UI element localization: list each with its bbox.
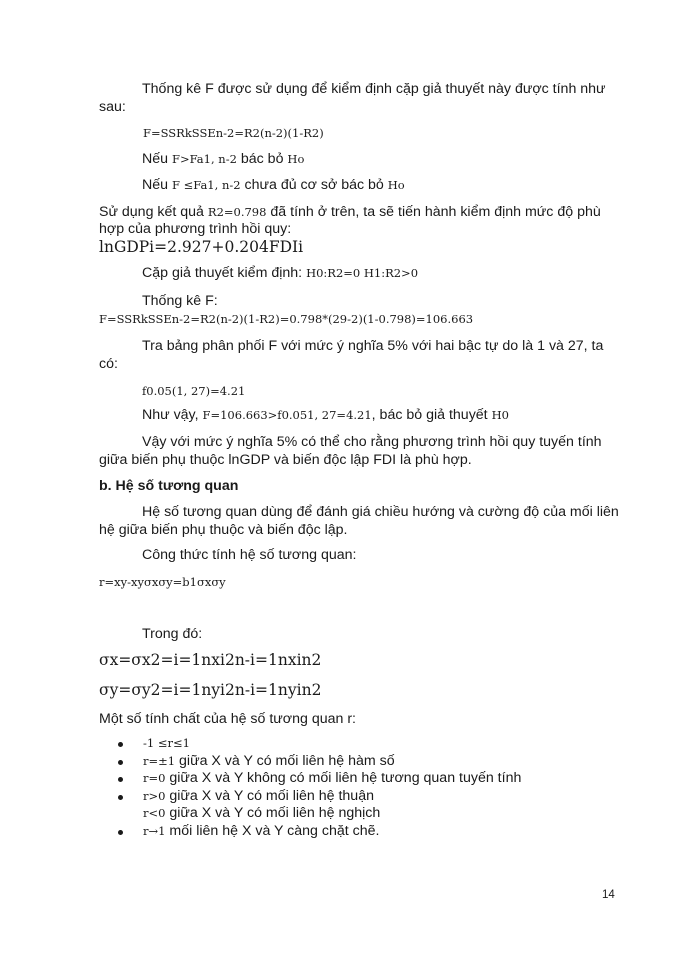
properties-intro: Một số tính chất của hệ số tương quan r: [99,711,356,727]
list-item: r<0 giữa X và Y có mối liên hệ nghịch [143,805,381,821]
reject-condition: Nếu F>Fa1, n-2 bác bỏ Ho [142,151,305,167]
correlation-intro-cont: hệ giữa biến phụ thuộc và biến độc lập. [99,522,348,538]
bullet-icon [118,830,123,835]
paragraph-f-stat-intro-cont: sau: [99,99,126,115]
f-stat-computation: F=SSRkSSEn-2=R2(n-2)(1-R2)=0.798*(29-2)(1-0.798)=106.663 [99,312,474,326]
f-critical-value: f0.05(1, 27)=4.21 [142,384,246,398]
sigma-x-formula: σx=σx2=i=1nxi2n-i=1nxin2 [99,651,322,669]
accept-condition: Nếu F ≤Fa1, n-2 chưa đủ cơ sở bác bỏ Ho [142,177,405,193]
paragraph-use-r2-cont: hợp của phương trình hồi quy: [99,221,292,237]
bullet-icon [118,777,123,782]
paragraph-f-table-cont: có: [99,356,118,372]
regression-equation: lnGDPi=2.927+0.204FDIi [99,238,304,256]
sigma-y-formula: σy=σy2=i=1nyi2n-i=1nyin2 [99,681,322,699]
where-label: Trong đó: [142,626,203,642]
bullet-icon [118,742,123,747]
section-heading: b. Hệ số tương quan [99,478,239,494]
f-stat-label: Thống kê F: [142,293,218,309]
list-item: -1 ≤r≤1 [114,735,521,753]
correlation-intro: Hệ số tương quan dùng để đánh giá chiều hướng và cường độ của mối liên [142,504,619,520]
list-item: r→1 mối liên hệ X và Y càng chặt chẽ. [114,823,521,841]
bullet-icon [118,760,123,765]
bullet-icon [118,795,123,800]
conclusion-paragraph: Vậy với mức ý nghĩa 5% có thể cho rằng phương trình hồi quy tuyến tính [142,434,602,450]
conclusion-paragraph-cont: giữa biến phụ thuộc lnGDP và biến độc lập FDI là phù hợp. [99,452,472,468]
f-formula: F=SSRkSSEn-2=R2(n-2)(1-R2) [143,126,324,140]
paragraph-f-table: Tra bảng phân phối F với mức ý nghĩa 5% với hai bậc tự do là 1 và 27, ta [142,338,604,354]
paragraph-f-stat-intro: Thống kê F được sử dụng để kiểm định cặp giả thuyết này được tính như [142,81,606,97]
page-number: 14 [602,889,615,901]
test-result: Như vậy, F=106.663>f0.051, 27=4.21, bác bỏ giả thuyết H0 [142,407,509,423]
correlation-formula: r=xy-xyσxσy=b1σxσy [99,575,226,589]
list-item: r=0 giữa X và Y không có mối liên hệ tương quan tuyến tính [114,770,521,788]
list-item: r>0 giữa X và Y có mối liên hệ thuận [114,788,521,806]
list-item: r=±1 giữa X và Y có mối liên hệ hàm số [114,753,521,771]
formula-label: Công thức tính hệ số tương quan: [142,547,357,563]
hypothesis-pair: Cặp giả thuyết kiểm định: H0:R2=0 H1:R2>0 [142,265,419,281]
properties-list [114,735,521,840]
paragraph-use-r2: Sử dụng kết quả R2=0.798 đã tính ở trên, ta sẽ tiến hành kiểm định mức độ phù [99,204,601,220]
